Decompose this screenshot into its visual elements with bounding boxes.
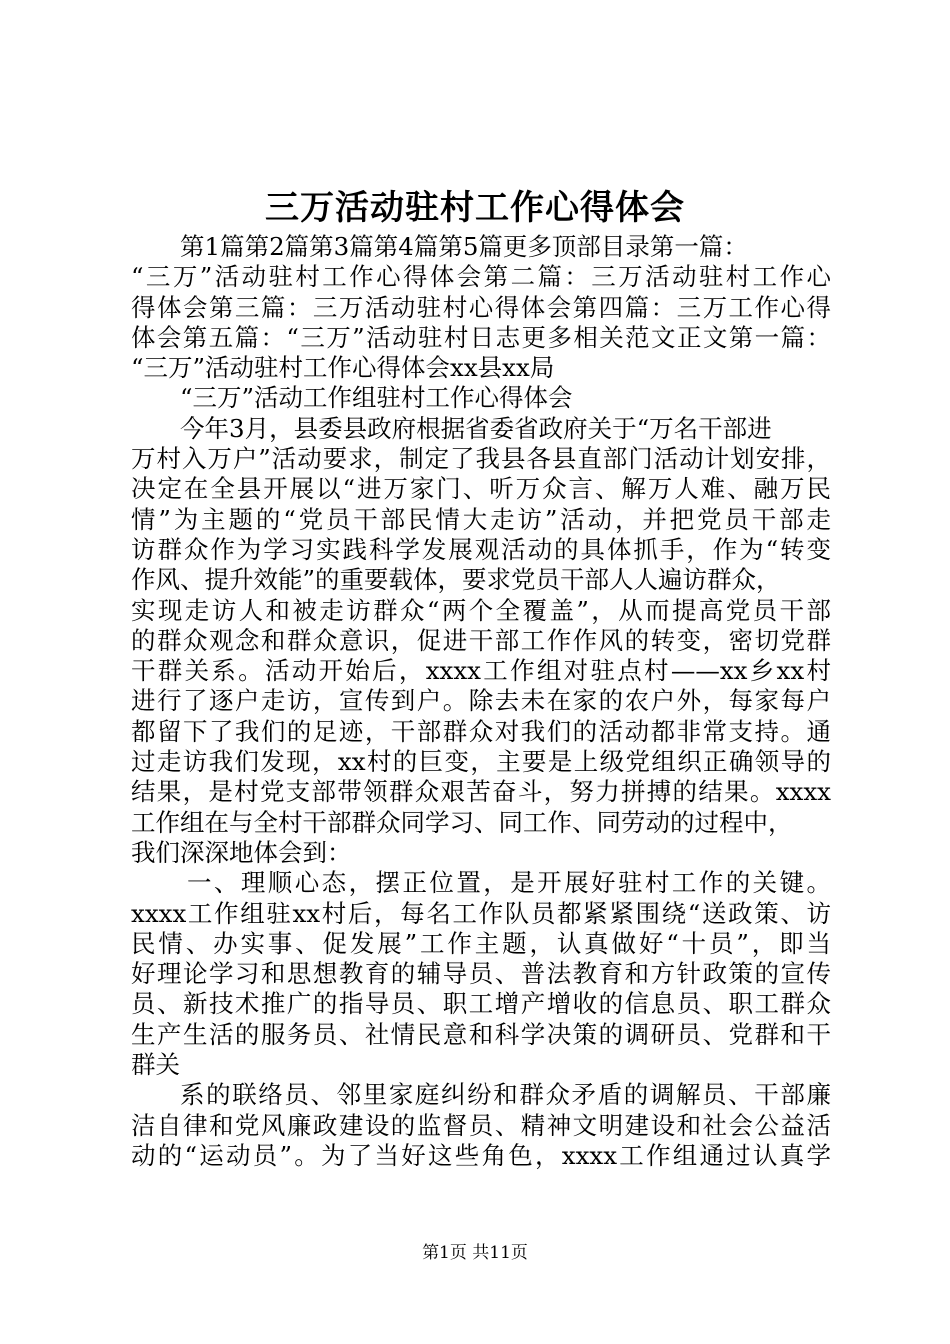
body-line: 得体会第三篇：三万活动驻村心得体会第四篇：三万工作心得 <box>131 292 831 322</box>
body-line: “三万”活动工作组驻村工作心得体会 <box>180 383 573 413</box>
body-line: 的群众观念和群众意识，促进干部工作作风的转变，密切党群 <box>131 625 831 655</box>
body-line: 结果，是村党支部带领群众艰苦奋斗，努力拼搏的结果。xxxx <box>131 777 831 807</box>
body-line: 系的联络员、邻里家庭纠纷和群众矛盾的调解员、干部廉 <box>180 1080 831 1110</box>
body-line: 体会第五篇：“三万”活动驻村日志更多相关范文正文第一篇： <box>131 322 831 352</box>
document-body <box>131 232 831 1171</box>
document-title: 三万活动驻村工作心得体会 <box>265 188 685 228</box>
body-line: 干群关系。活动开始后，xxxx工作组对驻点村——xx乡xx村 <box>131 656 831 686</box>
body-line: 我们深深地体会到： <box>131 837 352 867</box>
body-line: 今年3月，县委县政府根据省委省政府关于“万名干部进 <box>180 413 772 443</box>
body-line: 第1篇第2篇第3篇第4篇第5篇更多顶部目录第一篇： <box>180 232 748 261</box>
body-line: 情”为主题的“党员干部民情大走访”活动，并把党员干部走 <box>131 504 831 534</box>
page-number-footer: 第1页 共11页 <box>422 1243 528 1263</box>
body-line: “三万”活动驻村工作心得体会第二篇：三万活动驻村工作心 <box>131 262 831 292</box>
body-line: xxxx工作组驻xx村后，每名工作队员都紧紧围绕“送政策、访 <box>131 898 831 928</box>
body-line: 民情、办实事、促发展”工作主题，认真做好“十员”，即当 <box>131 928 831 958</box>
body-line: 作风、提升效能”的重要载体，要求党员干部人人遍访群众， <box>131 565 781 595</box>
body-line: 实现走访人和被走访群众“两个全覆盖”，从而提高党员干部 <box>131 595 831 625</box>
body-line: 洁自律和党风廉政建设的监督员、精神文明建设和社会公益活 <box>131 1110 831 1140</box>
body-line: 工作组在与全村干部群众同学习、同工作、同劳动的过程中， <box>131 807 793 837</box>
body-line: 决定在全县开展以“进万家门、听万众言、解万人难、融万民 <box>131 474 831 504</box>
body-line: 动的“运动员”。为了当好这些角色，xxxx工作组通过认真学 <box>131 1140 831 1170</box>
body-line: 进行了逐户走访，宣传到户。除去未在家的农户外，每家每户 <box>131 686 831 716</box>
body-line: 万村入万户”活动要求，制定了我县各县直部门活动计划安排， <box>131 444 831 474</box>
body-line: 员、新技术推广的指导员、职工增产增收的信息员、职工群众 <box>131 989 831 1019</box>
body-line: 好理论学习和思想教育的辅导员、普法教育和方针政策的宣传 <box>131 959 831 989</box>
body-line: 生产生活的服务员、社情民意和科学决策的调研员、党群和干 <box>131 1019 831 1049</box>
body-line: 都留下了我们的足迹，干部群众对我们的活动都非常支持。通 <box>131 716 831 746</box>
body-line: 一、理顺心态，摆正位置，是开展好驻村工作的关键。 <box>187 868 831 898</box>
body-line: 群关 <box>131 1050 180 1080</box>
body-line: “三万”活动驻村工作心得体会xx县xx局 <box>131 353 555 383</box>
body-line: 过走访我们发现，xx村的巨变，主要是上级党组织正确领导的 <box>131 747 831 777</box>
body-line: 访群众作为学习实践科学发展观活动的具体抓手，作为“转变 <box>131 534 831 564</box>
